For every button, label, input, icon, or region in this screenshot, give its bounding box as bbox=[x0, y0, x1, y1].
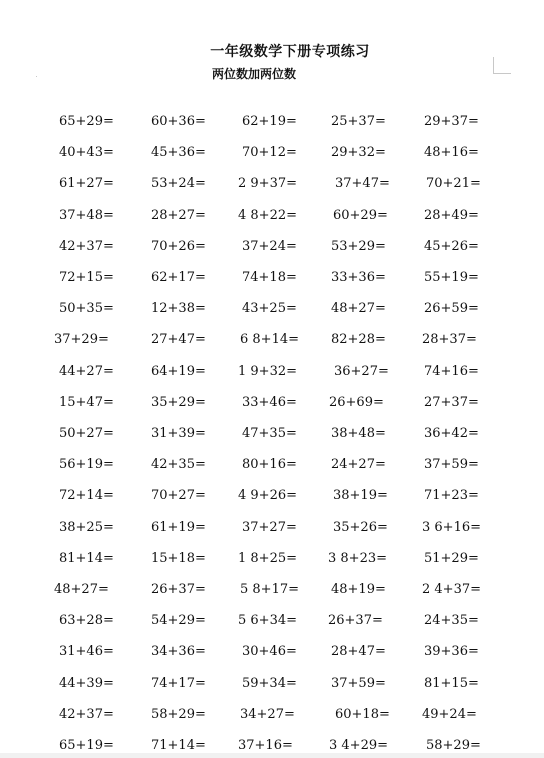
problem-cell: 5 8+17= bbox=[240, 582, 300, 597]
problem-cell: 56+19= bbox=[59, 457, 114, 472]
problem-cell: 33+36= bbox=[331, 270, 386, 285]
problem-cell: 2 9+37= bbox=[238, 176, 298, 191]
problem-cell: 40+43= bbox=[59, 145, 114, 160]
problem-cell: 74+18= bbox=[242, 270, 297, 285]
problem-cell: 60+18= bbox=[335, 707, 390, 722]
problem-cell: 24+35= bbox=[424, 613, 479, 628]
problem-cell: 48+19= bbox=[331, 582, 386, 597]
problem-cell: 24+27= bbox=[331, 457, 386, 472]
problem-cell: 62+17= bbox=[151, 270, 206, 285]
problem-cell: 4 8+22= bbox=[238, 208, 298, 223]
problem-cell: 55+19= bbox=[424, 270, 479, 285]
problem-cell: 48+16= bbox=[424, 145, 479, 160]
problem-cell: 38+19= bbox=[333, 488, 388, 503]
problem-cell: 61+27= bbox=[59, 176, 114, 191]
problem-cell: 26+37= bbox=[151, 582, 206, 597]
problem-cell: 6 8+14= bbox=[240, 332, 300, 347]
problem-cell: 80+16= bbox=[242, 457, 297, 472]
problem-cell: 53+29= bbox=[331, 239, 386, 254]
problem-cell: 37+24= bbox=[242, 239, 297, 254]
problem-cell: 47+35= bbox=[242, 426, 297, 441]
problem-cell: 2 4+37= bbox=[422, 582, 482, 597]
problem-cell: 3 6+16= bbox=[422, 520, 482, 535]
problem-cell: 62+19= bbox=[242, 114, 297, 129]
problem-cell: 59+34= bbox=[242, 676, 297, 691]
problem-cell: 81+14= bbox=[59, 551, 114, 566]
problem-cell: 31+46= bbox=[59, 644, 114, 659]
problem-cell: 37+16= bbox=[238, 738, 293, 753]
problem-cell: 42+37= bbox=[59, 239, 114, 254]
problem-cell: 28+47= bbox=[331, 644, 386, 659]
problem-cell: 37+27= bbox=[242, 520, 297, 535]
problem-cell: 34+27= bbox=[240, 707, 295, 722]
problem-cell: 50+27= bbox=[59, 426, 114, 441]
problem-cell: 30+46= bbox=[242, 644, 297, 659]
problem-cell: 38+25= bbox=[59, 520, 114, 535]
problem-cell: 28+27= bbox=[151, 208, 206, 223]
problem-cell: 33+46= bbox=[242, 395, 297, 410]
problem-cell: 15+18= bbox=[151, 551, 206, 566]
problem-cell: 70+12= bbox=[242, 145, 297, 160]
problem-cell: 28+49= bbox=[424, 208, 479, 223]
problem-cell: 72+15= bbox=[59, 270, 114, 285]
document-subtitle: 两位数加两位数 bbox=[212, 67, 297, 81]
problem-cell: 74+17= bbox=[151, 676, 206, 691]
problem-cell: 72+14= bbox=[59, 488, 114, 503]
problem-cell: 61+19= bbox=[151, 520, 206, 535]
problem-cell: 37+29= bbox=[54, 332, 109, 347]
problem-cell: 29+32= bbox=[331, 145, 386, 160]
problem-cell: 71+14= bbox=[151, 738, 206, 753]
problem-cell: 3 8+23= bbox=[328, 551, 388, 566]
problem-cell: 43+25= bbox=[242, 301, 297, 316]
problem-cell: 45+26= bbox=[424, 239, 479, 254]
problem-cell: 49+24= bbox=[422, 707, 477, 722]
problem-cell: 48+27= bbox=[54, 582, 109, 597]
problem-cell: 26+59= bbox=[424, 301, 479, 316]
problem-cell: 36+42= bbox=[424, 426, 479, 441]
problem-cell: 60+29= bbox=[333, 208, 388, 223]
problem-cell: 12+38= bbox=[151, 301, 206, 316]
problem-cell: 27+47= bbox=[151, 332, 206, 347]
problem-cell: 5 6+34= bbox=[238, 613, 298, 628]
problem-cell: 74+16= bbox=[424, 364, 479, 379]
problem-cell: 36+27= bbox=[334, 364, 389, 379]
problem-cell: 54+29= bbox=[151, 613, 206, 628]
problem-cell: 26+69= bbox=[329, 395, 384, 410]
problem-cell: 28+37= bbox=[422, 332, 477, 347]
problem-cell: 65+19= bbox=[59, 738, 114, 753]
problem-cell: 70+27= bbox=[151, 488, 206, 503]
problem-cell: 39+36= bbox=[424, 644, 479, 659]
problem-cell: 35+26= bbox=[333, 520, 388, 535]
document-title: 一年级数学下册专项练习 bbox=[210, 44, 370, 60]
problem-cell: 37+59= bbox=[424, 457, 479, 472]
problem-cell: 82+28= bbox=[331, 332, 386, 347]
problem-cell: 70+21= bbox=[426, 176, 481, 191]
problem-cell: 71+23= bbox=[424, 488, 479, 503]
problem-cell: 50+35= bbox=[59, 301, 114, 316]
problem-cell: 4 9+26= bbox=[238, 488, 298, 503]
problem-cell: 63+28= bbox=[59, 613, 114, 628]
problem-cell: 44+39= bbox=[59, 676, 114, 691]
problem-cell: 51+29= bbox=[424, 551, 479, 566]
problem-cell: 70+26= bbox=[151, 239, 206, 254]
problem-cell: 58+29= bbox=[426, 738, 481, 753]
problem-cell: 65+29= bbox=[59, 114, 114, 129]
problem-cell: 29+37= bbox=[424, 114, 479, 129]
problem-cell: 37+48= bbox=[59, 208, 114, 223]
problem-cell: 81+15= bbox=[424, 676, 479, 691]
problem-cell: 15+47= bbox=[59, 395, 114, 410]
problem-cell: 25+37= bbox=[331, 114, 386, 129]
problem-cell: 64+19= bbox=[151, 364, 206, 379]
problem-cell: 58+29= bbox=[151, 707, 206, 722]
problem-cell: 3 4+29= bbox=[329, 738, 389, 753]
problem-cell: 35+29= bbox=[151, 395, 206, 410]
problem-cell: 48+27= bbox=[331, 301, 386, 316]
problem-cell: 44+27= bbox=[59, 364, 114, 379]
problem-cell: 26+37= bbox=[328, 613, 383, 628]
problem-cell: 42+37= bbox=[59, 707, 114, 722]
problem-cell: 31+39= bbox=[151, 426, 206, 441]
problem-cell: 1 8+25= bbox=[238, 551, 298, 566]
problem-cell: 38+48= bbox=[331, 426, 386, 441]
problem-cell: 27+37= bbox=[424, 395, 479, 410]
problem-cell: 53+24= bbox=[151, 176, 206, 191]
problem-cell: 45+36= bbox=[151, 145, 206, 160]
problem-cell: 37+59= bbox=[331, 676, 386, 691]
problem-cell: 42+35= bbox=[151, 457, 206, 472]
problem-cell: 34+36= bbox=[151, 644, 206, 659]
problem-cell: 60+36= bbox=[151, 114, 206, 129]
problem-cell: 37+47= bbox=[335, 176, 390, 191]
page-bottom-edge bbox=[0, 753, 544, 758]
problem-cell: 1 9+32= bbox=[238, 364, 298, 379]
